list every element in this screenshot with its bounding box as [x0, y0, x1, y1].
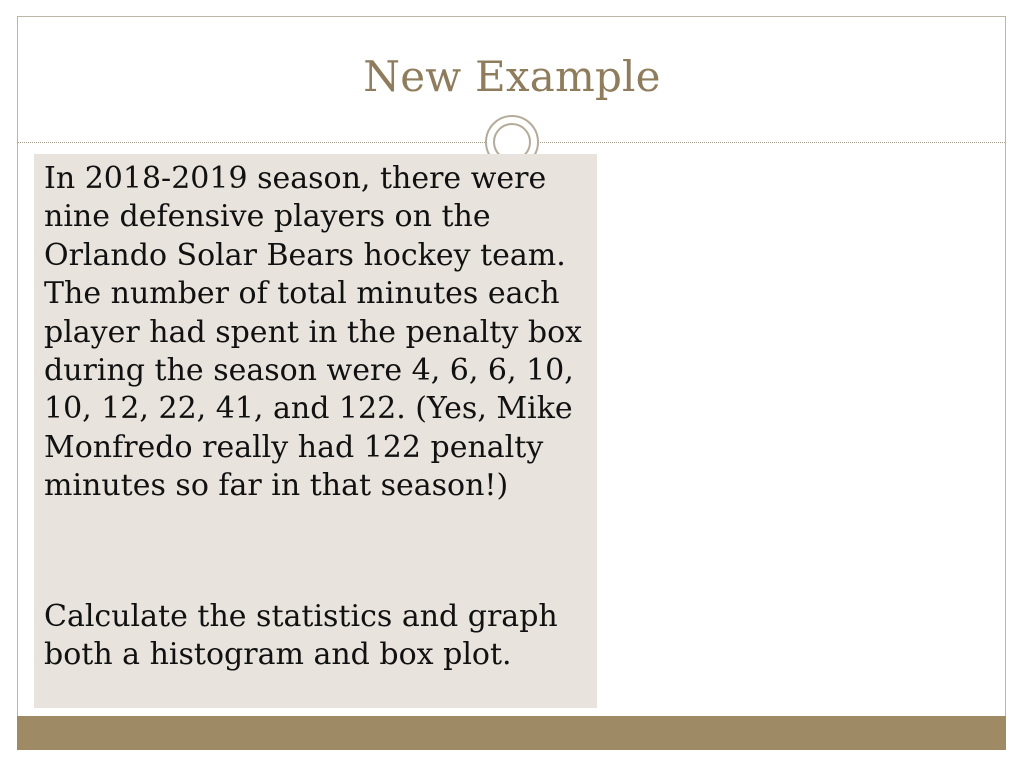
- instruction-paragraph: Calculate the statistics and graph both a histogram and box plot.: [44, 599, 558, 673]
- slide-title: New Example: [363, 52, 661, 101]
- problem-paragraph: In 2018-2019 season, there were nine defensive players on the Orlando Solar Bears hockey team. The number of total minutes each player had spent in the penalty box during the season were 4, 6, 6, 10, 10, 12, 22, 41, and 122. (Yes, Mike Monfredo really had 122 penalty minutes so far in that season!): [44, 161, 583, 504]
- footer-bar: [17, 716, 1006, 750]
